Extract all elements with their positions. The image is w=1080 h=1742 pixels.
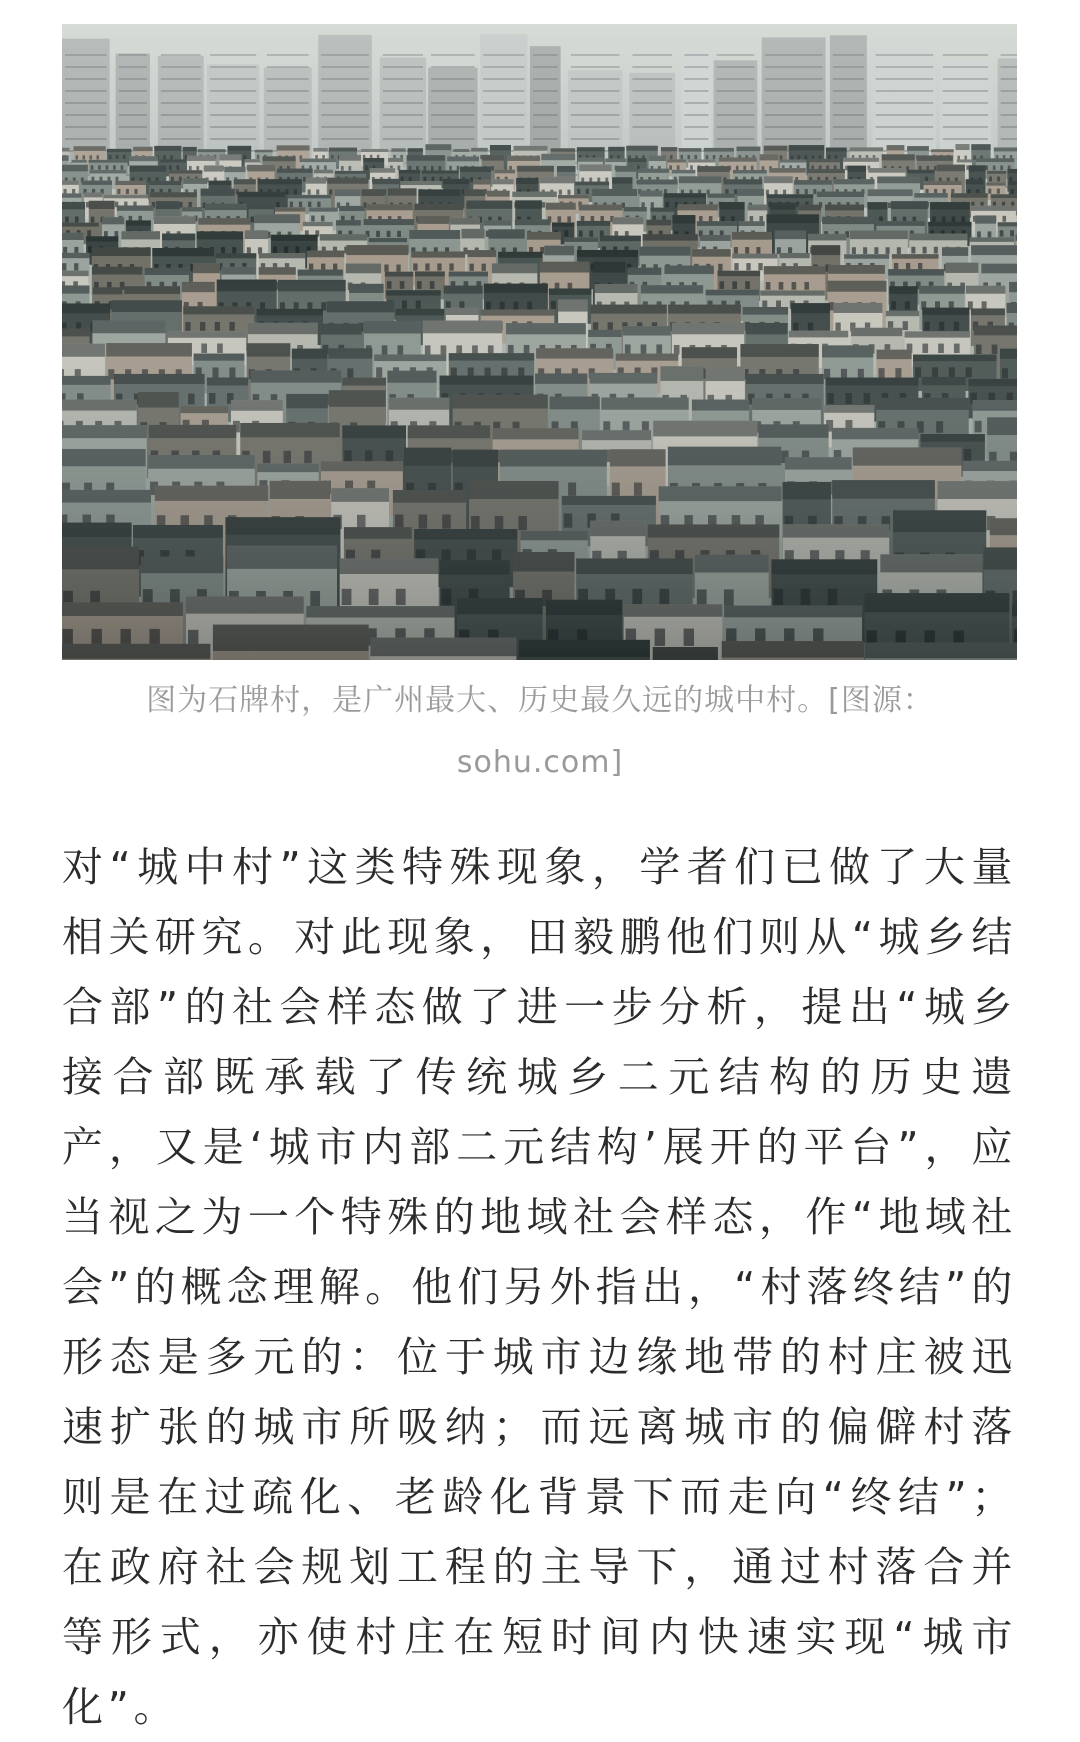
photo-caption: 图为石牌村，是广州最大、历史最久远的城中村。[图源：sohu.com] xyxy=(100,670,980,794)
article-paragraph: 对“城中村”这类特殊现象，学者们已做了大量相关研究。对此现象，田毅鹏他们则从“城乡结合部”的社会样态做了进一步分析，提出“城乡接合部既承载了传统城乡二元结构的历史遗产，又是‘城市内部二元结构’展开的平台”，应当视之为一个特殊的地域社会样态，作“地域社会”的概念理解。他们另外指出，“村落终结”的形态是多元的：位于城市边缘地带的村庄被迅速扩张的城市所吸纳；而远离城市的偏僻村落则是在过疏化、老龄化背景下而走向“终结”；在政府社会规划工程的主导下，通过村落合并等形式，亦使村庄在短时间内快速实现“城市化”。 xyxy=(62,832,1017,1742)
city-village-photo xyxy=(62,24,1017,660)
